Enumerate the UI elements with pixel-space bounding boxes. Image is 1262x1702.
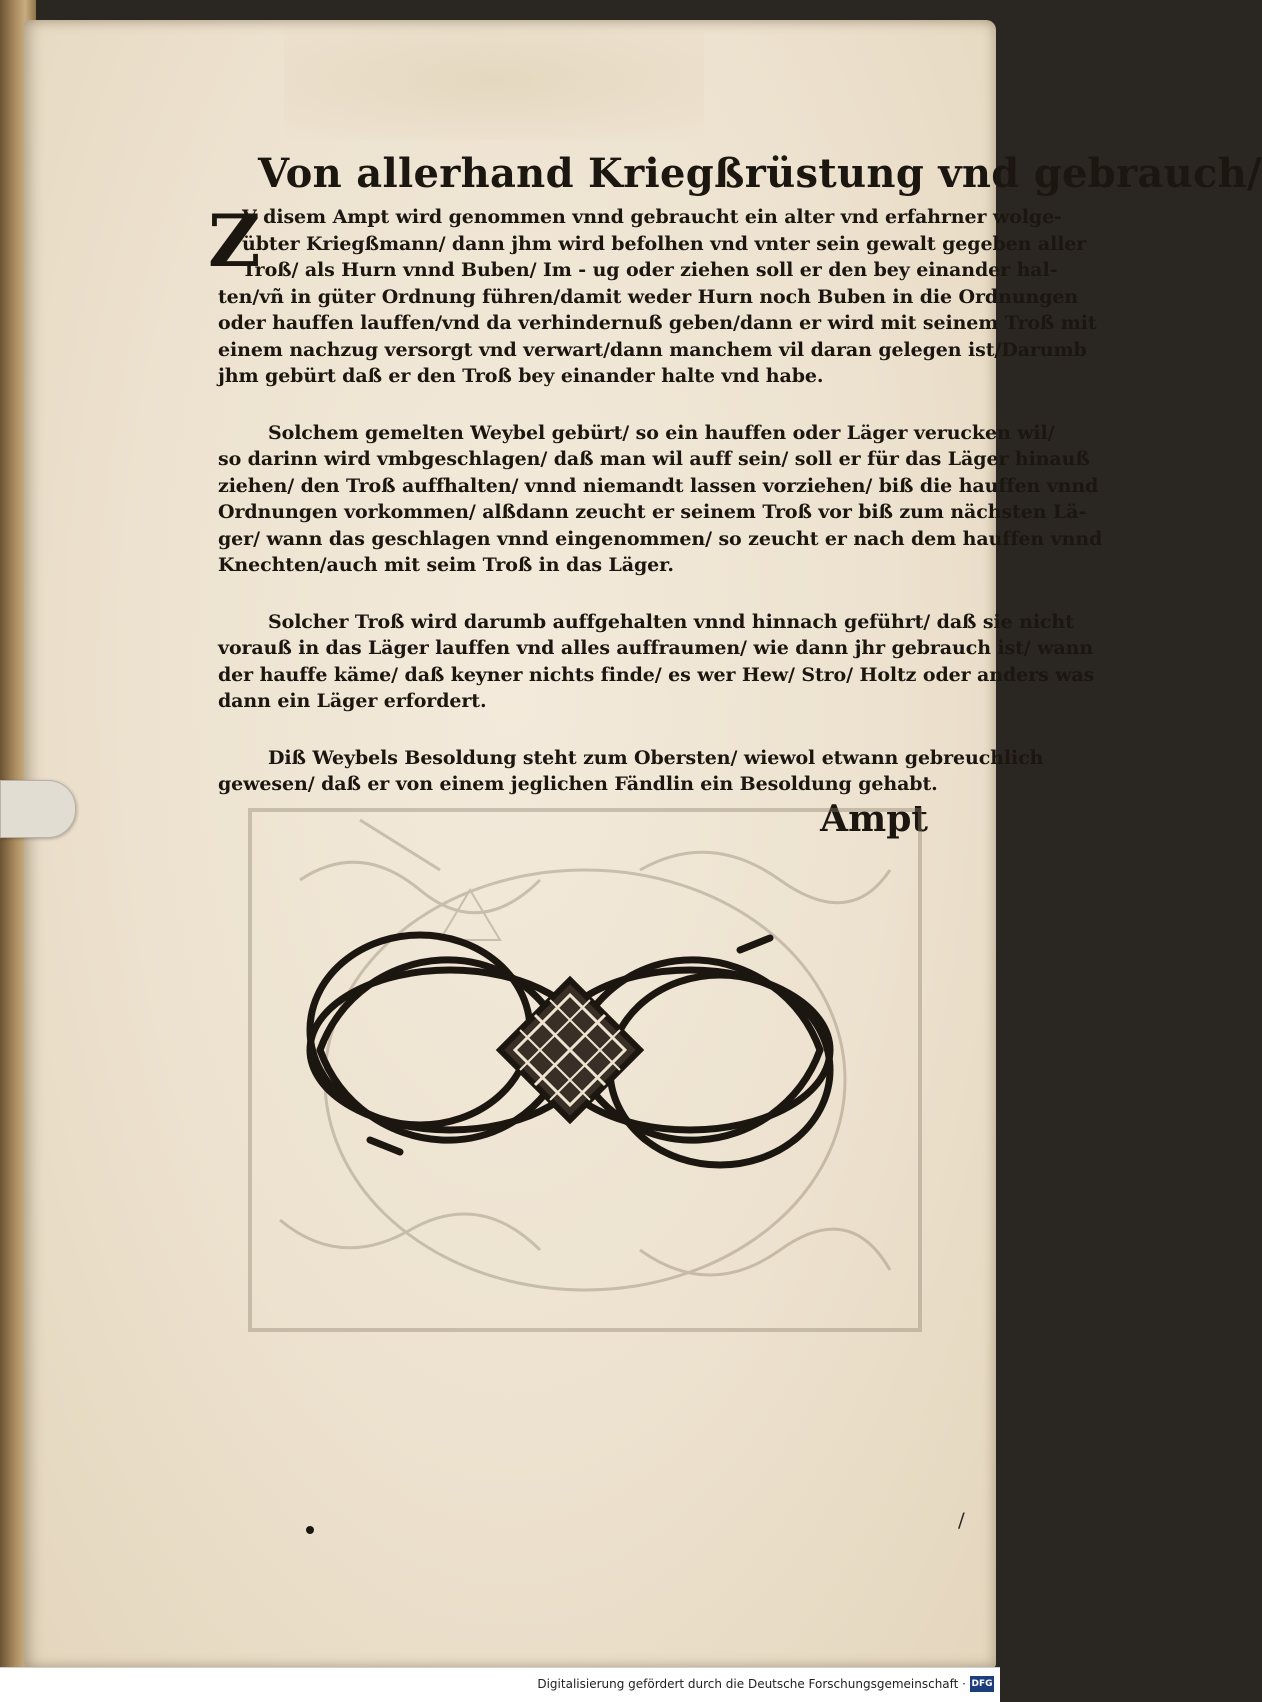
para-2-line-6: Knechten/auch mit seim Troß in das Läger. <box>218 554 674 576</box>
para-1-line-7: jhm gebürt daß er den Troß bey einander halte vnd habe. <box>218 365 824 387</box>
paragraph-2 <box>218 420 1103 579</box>
page-heading: Von allerhand Kriegßrüstung vnd gebrauch/ <box>258 150 1262 197</box>
para-4-line-2: gewesen/ daß er von einem jeglichen Fändlin ein Besoldung gehabt. <box>218 773 938 795</box>
para-1-line-1: Z V disem Ampt wird genommen vnnd gebraucht ein alter vnd erfahrner wolge- <box>208 198 1062 283</box>
para-2-line-3: ziehen/ den Troß auffhalten/ vnnd niemandt lassen vorziehen/ biß die hauffen vnnd <box>218 474 1099 497</box>
paragraph-3 <box>218 609 1095 715</box>
para-1-line-4: ten/vñ in güter Ordnung führen/damit weder Hurn noch Buben in die Ordnungen <box>218 285 1079 308</box>
paragraph-4 <box>218 745 1044 798</box>
para-1-line-6: einem nachzug versorgt vnd verwart/dann manchem vil daran gelegen ist/Darumb <box>218 338 1087 361</box>
para-2-line-5: ger/ wann das geschlagen vnnd eingenommen/ so zeucht er nach dem hauffen vnnd <box>218 527 1103 550</box>
margin-mark: / <box>958 1508 965 1532</box>
knot-ornament <box>300 900 840 1200</box>
dropcap-letter: Z <box>208 198 261 283</box>
text-block <box>208 150 1262 798</box>
para-1-line-2: übter Kriegßmann/ dann jhm wird befolhen vnd vnter sein gewalt gegeben aller <box>242 232 1087 255</box>
footer-credit: Digitalisierung gefördert durch die Deutsche Forschungsgemeinschaft · <box>537 1677 966 1691</box>
dfg-logo-badge: DFG <box>970 1676 994 1692</box>
catchword: Ampt <box>820 798 928 840</box>
para-2-line-1: Solchem gemelten Weybel gebürt/ so ein hauffen oder Läger verucken wil/ <box>268 421 1055 444</box>
ink-dot <box>306 1526 314 1534</box>
para-3-line-4: dann ein Läger erfordert. <box>218 690 487 712</box>
para-3-line-3: der hauffe käme/ daß keyner nichts finde/ es wer Hew/ Stro/ Holtz oder anders was <box>218 663 1095 686</box>
para-2-line-2: so darinn wird vmbgeschlagen/ daß man wil auff sein/ soll er für das Läger hinauß <box>218 448 1090 470</box>
para-1-line-5: oder hauffen lauffen/vnd da verhindernuß geben/dann er wird mit seinem Troß mit <box>218 312 1097 334</box>
bookmark-tab <box>0 780 76 838</box>
para-1-line-3: Troß/ als Hurn vnnd Buben/ Im ‑ ug oder ziehen soll er den bey einander hal- <box>242 259 1058 281</box>
para-2-line-4: Ordnungen vorkommen/ alßdann zeucht er seinem Troß vor biß zum nächsten Lä- <box>218 501 1087 523</box>
para-3-line-2: vorauß in das Läger lauffen vnd alles auffraumen/ wie dann jhr gebrauch ist/ wann <box>218 637 1094 659</box>
paragraph-1 <box>208 198 1097 390</box>
para-3-line-1: Solcher Troß wird darumb auffgehalten vnnd hinnach geführt/ daß sie nicht <box>268 610 1074 633</box>
footer-bar <box>0 1667 1000 1702</box>
paper-stain <box>284 20 704 140</box>
para-4-line-1: Diß Weybels Besoldung steht zum Obersten/ wiewol etwann gebreuchlich <box>268 746 1044 769</box>
